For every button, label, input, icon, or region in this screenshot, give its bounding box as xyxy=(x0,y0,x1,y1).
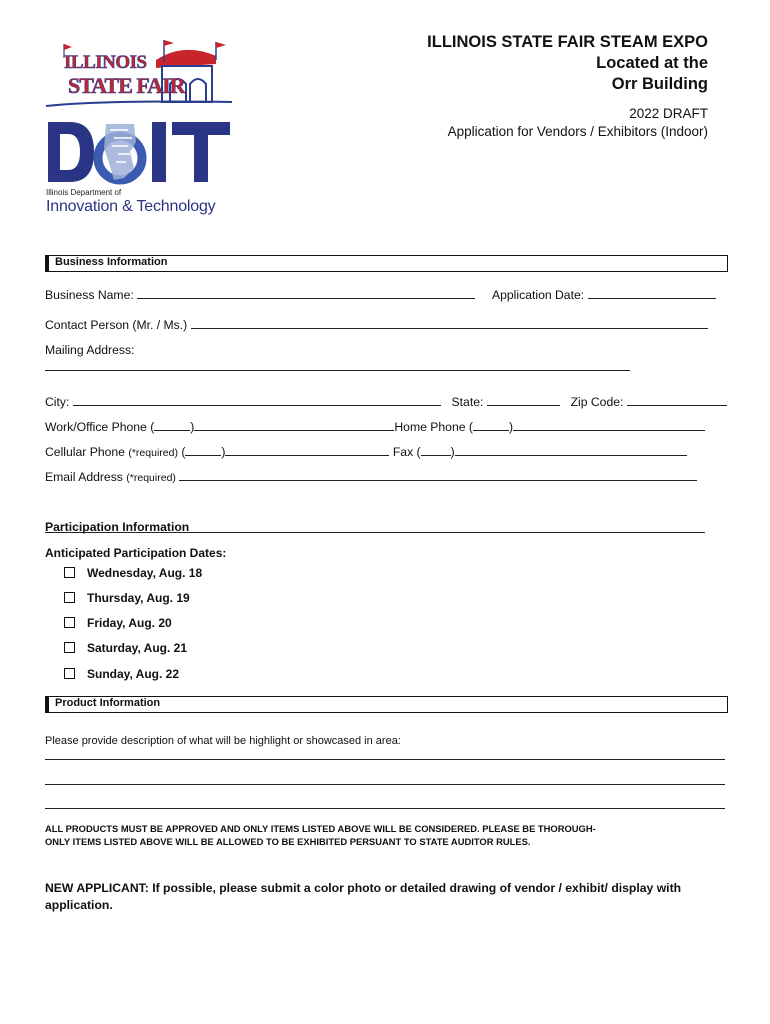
product-information-header xyxy=(45,696,728,713)
title-line-3: Orr Building xyxy=(611,75,708,93)
fair-logo-text-line2: STATE FAIR xyxy=(68,73,185,98)
work-phone-label: Work/Office Phone ( xyxy=(45,420,155,434)
description-prompt: Please provide description of what will be highlight or showcased in area: xyxy=(45,735,401,747)
checkbox-icon[interactable] xyxy=(64,592,75,603)
approval-notice-line-1: ALL PRODUCTS MUST BE APPROVED AND ONLY ITEMS LISTED ABOVE WILL BE CONSIDERED. PLEASE BE THOROUGH- xyxy=(45,823,596,834)
cell-phone-field[interactable] xyxy=(225,444,389,456)
draft-label: 2022 DRAFT xyxy=(629,106,708,121)
email-row xyxy=(45,469,697,484)
state-field[interactable] xyxy=(487,394,560,406)
work-phone-field[interactable] xyxy=(194,419,394,431)
email-field[interactable] xyxy=(179,469,697,481)
cell-phone-area-field[interactable] xyxy=(185,444,221,456)
checkbox-icon[interactable] xyxy=(64,668,75,679)
city-field[interactable] xyxy=(73,394,441,406)
date-option-friday[interactable] xyxy=(64,616,172,630)
date-option-thursday[interactable] xyxy=(64,591,190,605)
application-date-field[interactable] xyxy=(588,287,716,299)
state-label: State: xyxy=(451,395,484,409)
doit-small-text: Illinois Department of xyxy=(46,188,122,197)
participation-underline xyxy=(45,532,705,533)
business-name-row xyxy=(45,287,475,302)
business-name-field[interactable] xyxy=(137,287,475,299)
doit-logo xyxy=(44,118,234,218)
mailing-address-field[interactable] xyxy=(45,370,630,371)
work-phone-area-field[interactable] xyxy=(154,419,190,431)
mailing-address-row xyxy=(45,343,134,357)
contact-person-field[interactable] xyxy=(191,317,708,329)
date-option-wednesday[interactable] xyxy=(64,566,202,580)
title-line-1: ILLINOIS STATE FAIR STEAM EXPO xyxy=(427,33,708,51)
checkbox-icon[interactable] xyxy=(64,567,75,578)
description-line-3[interactable] xyxy=(45,808,725,809)
home-phone-area-field[interactable] xyxy=(473,419,509,431)
city-state-zip-row xyxy=(45,394,727,409)
phone-row: Work/Office Phone ( ) Home Phone ( ) xyxy=(45,419,705,434)
description-line-1[interactable] xyxy=(45,759,725,760)
business-name-label: Business Name: xyxy=(45,288,134,302)
home-phone-field[interactable] xyxy=(513,419,705,431)
date-option-sunday[interactable] xyxy=(64,667,179,681)
business-information-header xyxy=(45,255,728,272)
city-label: City: xyxy=(45,395,70,409)
doit-logo-graphic xyxy=(44,118,234,188)
approval-notice-line-2: ONLY ITEMS LISTED ABOVE WILL BE ALLOWED TO BE EXHIBITED PERSUANT TO STATE AUDITOR RULES. xyxy=(45,836,531,847)
contact-person-label: Contact Person (Mr. / Ms.) xyxy=(45,318,188,332)
contact-person-row xyxy=(45,317,708,332)
dates-label: Anticipated Participation Dates: xyxy=(45,546,227,560)
cell-required-note: (*required) xyxy=(128,447,178,459)
fax-label: Fax ( xyxy=(392,445,421,459)
new-applicant-note: NEW APPLICANT: If possible, please submit a color photo or detailed drawing of vendor / exhibit/ display with application. xyxy=(45,881,682,912)
date-option-label: Saturday, Aug. 21 xyxy=(87,641,188,655)
description-prompt-row xyxy=(45,735,401,747)
application-date-row xyxy=(492,287,716,302)
section-label: Business Information xyxy=(55,256,168,268)
mailing-address-label: Mailing Address: xyxy=(45,343,135,357)
email-required-note: (*required) xyxy=(126,472,176,484)
participation-section-label: Participation Information xyxy=(45,520,190,534)
cell-fax-row: Cellular Phone (*required) ( ) Fax ( ) xyxy=(45,444,687,459)
date-option-label: Sunday, Aug. 22 xyxy=(87,667,180,681)
date-option-label: Wednesday, Aug. 18 xyxy=(87,566,203,580)
date-option-saturday[interactable] xyxy=(64,641,187,655)
checkbox-icon[interactable] xyxy=(64,617,75,628)
fax-area-field[interactable] xyxy=(421,444,451,456)
product-section-label: Product Information xyxy=(55,697,161,709)
dates-label-row xyxy=(45,546,226,560)
doit-large-text: Innovation & Technology xyxy=(46,198,216,215)
description-line-2[interactable] xyxy=(45,784,725,785)
zip-field[interactable] xyxy=(627,394,727,406)
application-date-label: Application Date: xyxy=(492,288,585,302)
cell-phone-label: Cellular Phone xyxy=(45,445,125,459)
date-option-label: Friday, Aug. 20 xyxy=(87,616,172,630)
form-subtitle: Application for Vendors / Exhibitors (Indoor) xyxy=(447,124,708,139)
zip-label: Zip Code: xyxy=(570,395,624,409)
checkbox-icon[interactable] xyxy=(64,642,75,653)
approval-notice xyxy=(45,822,596,848)
title-line-2: Located at the xyxy=(596,54,708,72)
email-label: Email Address xyxy=(45,470,123,484)
illinois-state-fair-logo xyxy=(44,30,234,110)
home-phone-label: Home Phone ( xyxy=(394,420,473,434)
fax-field[interactable] xyxy=(455,444,687,456)
fair-logo-text-line1: ILLINOIS xyxy=(64,52,147,73)
date-option-label: Thursday, Aug. 19 xyxy=(87,591,190,605)
